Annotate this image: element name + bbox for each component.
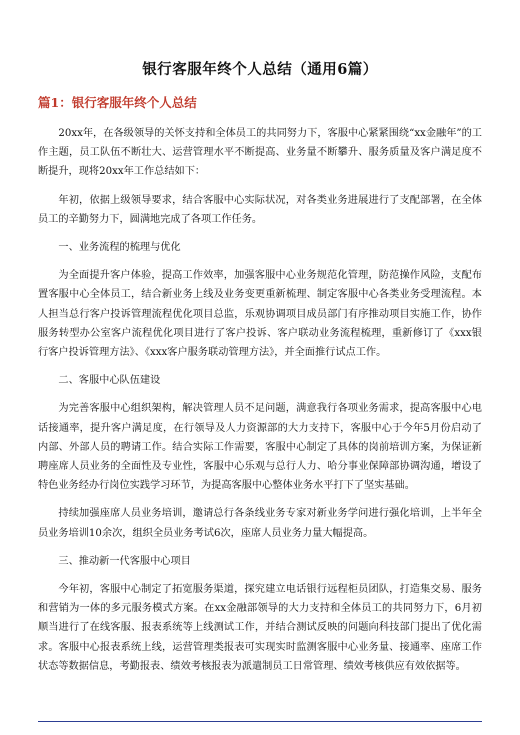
- paragraph-intro: 20xx年，在各级领导的关怀支持和全体员工的共同努力下，客服中心紧紧围绕“xx金融年”的工作主题，员工队伍不断壮大、运营管理水平不断提高、业务量不断攀升、服务质量及客户满足度不断提升，现将20xx年工作总结如下：: [38, 128, 482, 178]
- subheading-project: 三、推动新一代客服中心项目: [58, 555, 191, 567]
- section-heading: 篇1：银行客服年终个人总结: [38, 95, 197, 110]
- subheading-process: 一、业务流程的梳理与优化: [58, 242, 181, 254]
- paragraph-team: 为完善客服中心组织架构，解决管理人员不足问题，满意我行各项业务需求，提高客服中心电话接通率，提升客户满足度，在行领导及人力资源部的大力支持下，客服中心于今年5月份启动了内部、外部人员的聘请工作。结合实际工作需要，客服中心制定了具体的岗前培训方案，为保证新聘座席人员业务的全面性及专业性，客服中心乐观与总行人力、哈分事业保障部协调沟通，增设了特色业务经办行岗位实践学习环节，为提高客服中心整体业务水平打下了坚实基础。: [38, 403, 482, 492]
- paragraph-process: 为全面提升客户体验，提高工作效率，加强客服中心业务规范化管理，防范操作风险，支配布置客服中心全体员工，结合新业务上线及业务变更重新梳理、制定客服中心各类业务受理流程。本人担当总行客户投诉管理流程优化项目总监，乐观协调项目成员部门有序推动项目实施工作，协作服务转型办公室客户流程优化项目进行了客户投诉、客户联动业务流程梳理，重新修订了《xxx银行客户投诉管理方法》、《xxx客户服务联动管理方法》，并全面推行试点工作。: [38, 270, 482, 359]
- paragraph-plan: 年初，依据上级领导要求，结合客服中心实际状况，对各类业务进展进行了支配部署，在全体员工的辛勤努力下，圆满地完成了各项工作任务。: [38, 194, 482, 225]
- footer-divider: [38, 721, 482, 722]
- paragraph-project: 今年初，客服中心制定了拓宽服务渠道，探究建立电话银行远程柜员团队，打造集交易、服务和营销为一体的多元服务模式方案。在xx金融部领导的大力支持和全体员工的共同努力下，6月初顺当进行了在线客服、报表系统等上线测试工作，并结合测试反映的问题向科技部门提出了优化需求。客服中心报表系统上线，运营管理类报表可实现实时监测客服中心业务量、接通率、座席工作状态等数据信息，考勤报表、绩效考核报表为派遣制员工日常管理、绩效考核供应有效依据等。: [38, 584, 482, 672]
- paragraph-training: 持续加强座席人员业务培训，邀请总行各条线业务专家对新业务学问进行强化培训，上半年全员业务培训10余次，组织全员业务考试6次，座席人员业务力量大幅提高。: [38, 508, 482, 539]
- document-title: 银行客服年终个人总结（通用6篇）: [142, 61, 378, 78]
- subheading-team: 二、客服中心队伍建设: [58, 375, 161, 387]
